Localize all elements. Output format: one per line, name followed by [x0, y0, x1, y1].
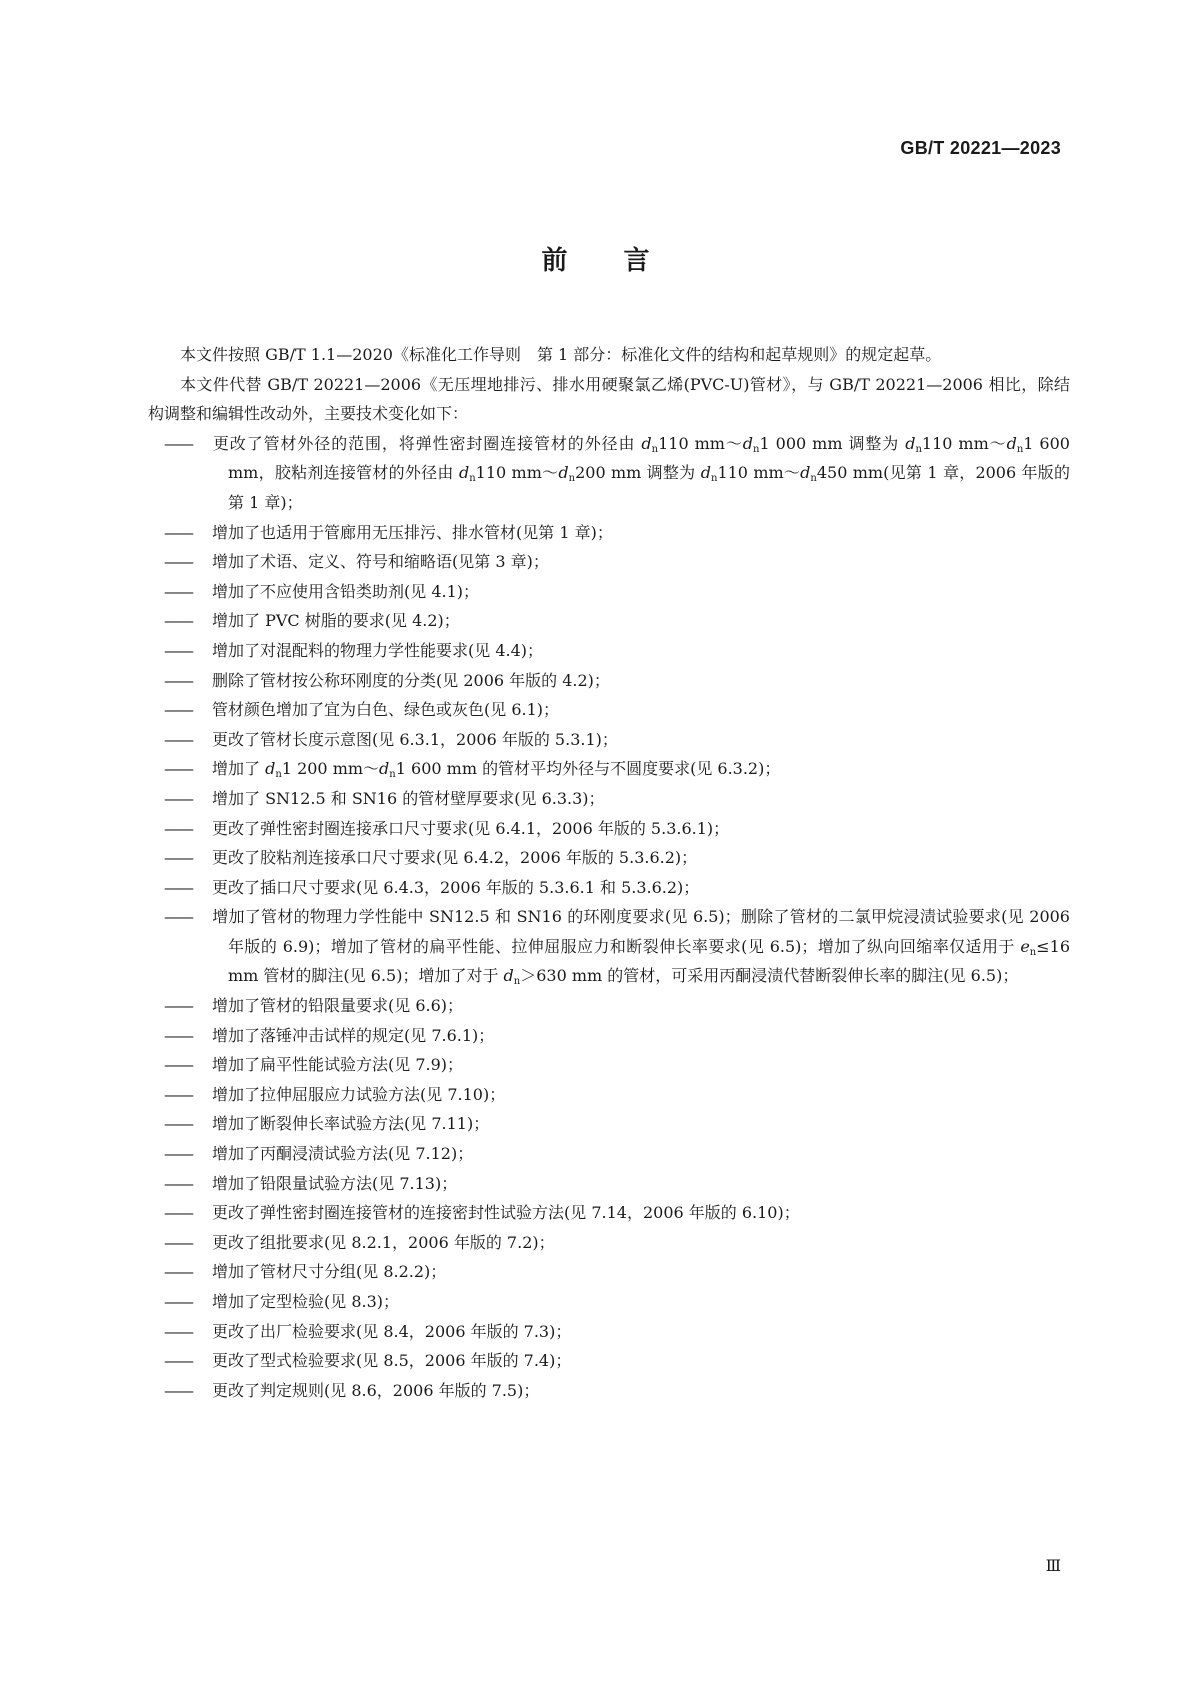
dash-marker: —— — [164, 1321, 192, 1341]
item-text: 更改了弹性密封圈连接承口尺寸要求(见 6.4.1，2006 年版的 5.3.6.1)； — [212, 818, 730, 838]
dash-marker: —— — [164, 433, 192, 453]
change-item-large-diameter — [148, 754, 1070, 784]
change-item — [148, 1021, 1070, 1051]
change-item — [148, 1257, 1070, 1287]
item-text: 110 mm～ — [475, 463, 559, 483]
item-text: 更改了管材长度示意图(见 6.3.1，2006 年版的 5.3.1)； — [212, 729, 618, 749]
subscript-n: n — [651, 443, 659, 455]
item-text: 更改了管材外径的范围，将弹性密封圈连接管材的外径由 — [212, 433, 642, 453]
dash-marker: —— — [164, 1262, 192, 1282]
dash-marker: —— — [164, 640, 192, 660]
dash-marker: —— — [164, 729, 192, 749]
change-item — [148, 814, 1070, 844]
item-text: 增加了断裂伸长率试验方法(见 7.11)； — [212, 1114, 490, 1134]
item-text: 增加了对混配料的物理力学性能要求(见 4.4)； — [212, 640, 544, 660]
item-text: 增加了也适用于管廊用无压排污、排水管材(见第 1 章)； — [212, 522, 613, 542]
dash-marker: —— — [164, 818, 192, 838]
subscript-n: n — [710, 473, 718, 485]
item-text: 110 mm～ — [658, 433, 743, 453]
intro-paragraph-1: 本文件按照 GB/T 1.1—2020《标准化工作导则 第 1 部分：标准化文件的结构和起草规则》的规定起草。 — [180, 345, 942, 364]
item-text: 更改了出厂检验要求(见 8.4，2006 年版的 7.3)； — [212, 1321, 572, 1341]
item-text: ≤16 mm 管材的脚注(见 6.5)；增加了对于 — [228, 936, 1070, 986]
symbol-d: d — [700, 463, 711, 483]
dash-marker: —— — [164, 1173, 192, 1193]
item-text: 增加了不应使用含铅类助剂(见 4.1)； — [212, 581, 480, 601]
symbol-d: d — [265, 759, 276, 779]
subscript-n: n — [1016, 443, 1024, 455]
dash-marker: —— — [164, 1203, 192, 1223]
standard-code: GB/T 20221—2023 — [900, 138, 1061, 158]
item-text: 1 600 mm 的管材平均外径与不圆度要求(见 6.3.2)； — [395, 759, 781, 779]
change-item — [148, 518, 1070, 548]
item-text: 增加了落锤冲击试样的规定(见 7.6.1)； — [212, 1025, 495, 1045]
item-text: 更改了型式检验要求(见 8.5，2006 年版的 7.4)； — [212, 1351, 572, 1371]
item-text: 更改了弹性密封圈连接管材的连接密封性试验方法(见 7.14，2006 年版的 6.10)； — [212, 1203, 800, 1223]
dash-marker: —— — [164, 552, 192, 572]
item-text: 增加了管材尺寸分组(见 8.2.2)； — [212, 1262, 447, 1282]
dash-marker: —— — [164, 1144, 192, 1164]
dash-marker: —— — [164, 1084, 192, 1104]
symbol-d: d — [641, 433, 652, 453]
symbol-d: d — [458, 463, 470, 483]
item-text: 450 mm(见第 1 章，2006 年版的第 1 章)； — [228, 463, 1070, 512]
item-text: 110 mm～ — [717, 463, 801, 483]
change-item — [148, 1080, 1070, 1110]
dash-marker: —— — [164, 907, 192, 927]
change-item — [148, 991, 1070, 1021]
item-text: 增加了定型检验(见 8.3)； — [212, 1292, 400, 1311]
item-text: ＞630 mm 的管材，可采用丙酮浸渍代替断裂伸长率的脚注(见 6.5)； — [520, 966, 1019, 986]
dash-marker: —— — [164, 1055, 192, 1075]
dash-marker: —— — [164, 848, 192, 868]
subscript-n: n — [469, 473, 476, 485]
item-text: 增加了管材的物理力学性能中 SN12.5 和 SN16 的环刚度要求(见 6.5)；删除了管材的二氯甲烷浸渍试验要求(见 2006 年版的 6.9)；增加了管材的扁平性能、拉伸屈服应力和断裂伸长率要求(见 6.5)；增加了纵向回缩率仅适用于 — [212, 907, 1070, 956]
change-item — [148, 1109, 1070, 1139]
change-item-physical-properties — [148, 902, 1070, 991]
dash-marker: —— — [164, 1380, 192, 1400]
item-text: 增加了扁平性能试验方法(见 7.9)； — [212, 1055, 464, 1075]
change-item — [148, 606, 1070, 636]
subscript-n: n — [513, 976, 521, 988]
dash-marker: —— — [164, 759, 192, 779]
foreword-body — [148, 340, 1070, 1405]
item-text: 1 200 mm～ — [281, 759, 380, 779]
item-text: 增加了管材的铅限量要求(见 6.6)； — [212, 996, 464, 1016]
dash-marker: —— — [164, 1232, 192, 1252]
item-text: 增加了拉伸屈服应力试验方法(见 7.10)； — [212, 1084, 506, 1104]
dash-marker: —— — [164, 581, 192, 601]
change-item-outer-diameter — [148, 429, 1070, 518]
item-text: 更改了组批要求(见 8.2.1，2006 年版的 7.2)； — [212, 1232, 555, 1252]
item-text: 更改了判定规则(见 8.6，2006 年版的 7.5)； — [212, 1380, 540, 1400]
change-item — [148, 547, 1070, 577]
change-item — [148, 666, 1070, 696]
dash-marker: —— — [164, 877, 192, 897]
item-text: 增加了 — [212, 759, 266, 779]
dash-marker: —— — [164, 611, 192, 631]
change-item — [148, 636, 1070, 666]
change-item — [148, 784, 1070, 814]
dash-marker: —— — [164, 1292, 192, 1311]
change-item — [148, 843, 1070, 873]
item-text: 200 mm 调整为 — [575, 463, 701, 483]
symbol-d: d — [742, 433, 754, 453]
change-item — [148, 1169, 1070, 1199]
item-text: 增加了 PVC 树脂的要求(见 4.2)； — [212, 611, 460, 631]
subscript-n: n — [915, 443, 922, 455]
change-item — [148, 695, 1070, 725]
dash-marker: —— — [164, 996, 192, 1016]
symbol-d: d — [905, 433, 916, 453]
subscript-n: n — [389, 769, 396, 781]
subscript-n: n — [568, 473, 576, 485]
item-text: 更改了胶粘剂连接承口尺寸要求(见 6.4.2，2006 年版的 5.3.6.2)； — [212, 848, 698, 868]
item-text: 1 000 mm 调整为 — [759, 433, 906, 453]
dash-marker: —— — [164, 788, 192, 808]
change-item — [148, 1287, 1070, 1317]
change-item — [148, 725, 1070, 755]
subscript-n: n — [1029, 946, 1037, 958]
dash-marker: —— — [164, 522, 192, 542]
change-item — [148, 1228, 1070, 1258]
item-text: 1 600 mm，胶粘剂连接管材的外径由 — [228, 433, 1070, 483]
dash-marker: —— — [164, 1025, 192, 1045]
symbol-d: d — [503, 966, 514, 986]
item-text: 增加了 SN12.5 和 SN16 的管材壁厚要求(见 6.3.3)； — [212, 788, 605, 808]
symbol-d: d — [558, 463, 569, 483]
item-text: 增加了丙酮浸渍试验方法(见 7.12)； — [212, 1144, 474, 1164]
change-item — [148, 873, 1070, 903]
symbol-d: d — [800, 463, 811, 483]
dash-marker: —— — [164, 1351, 192, 1371]
page-title: 前言 — [541, 246, 706, 276]
item-text: 删除了管材按公称环刚度的分类(见 2006 年版的 4.2)； — [212, 670, 610, 690]
change-item — [148, 1050, 1070, 1080]
symbol-d: d — [1006, 433, 1017, 453]
change-item — [148, 1198, 1070, 1228]
change-item — [148, 577, 1070, 607]
symbol-e: e — [1020, 936, 1030, 956]
item-text: 增加了术语、定义、符号和缩略语(见第 3 章)； — [212, 552, 549, 572]
dash-marker: —— — [164, 1114, 192, 1134]
change-item — [148, 1376, 1070, 1406]
item-text: 增加了铅限量试验方法(见 7.13)； — [212, 1173, 458, 1193]
dash-marker: —— — [164, 670, 192, 690]
subscript-n: n — [810, 473, 817, 485]
change-item — [148, 1317, 1070, 1347]
subscript-n: n — [753, 443, 760, 455]
change-item — [148, 1139, 1070, 1169]
item-text: 110 mm～ — [921, 433, 1007, 453]
dash-marker: —— — [164, 700, 192, 720]
change-item — [148, 1346, 1070, 1376]
page-number: Ⅲ — [1045, 1556, 1061, 1575]
item-text: 更改了插口尺寸要求(见 6.4.3，2006 年版的 5.3.6.1 和 5.3.6.2)； — [212, 877, 700, 897]
symbol-d: d — [379, 759, 390, 779]
intro-paragraph-2: 本文件代替 GB/T 20221—2006《无压埋地排污、排水用硬聚氯乙烯(PVC-U)管材》，与 GB/T 20221—2006 相比，除结构调整和编辑性改动外，主要技术变化如下： — [148, 374, 1070, 424]
subscript-n: n — [275, 769, 282, 781]
item-text: 管材颜色增加了宜为白色、绿色或灰色(见 6.1)； — [212, 700, 560, 720]
